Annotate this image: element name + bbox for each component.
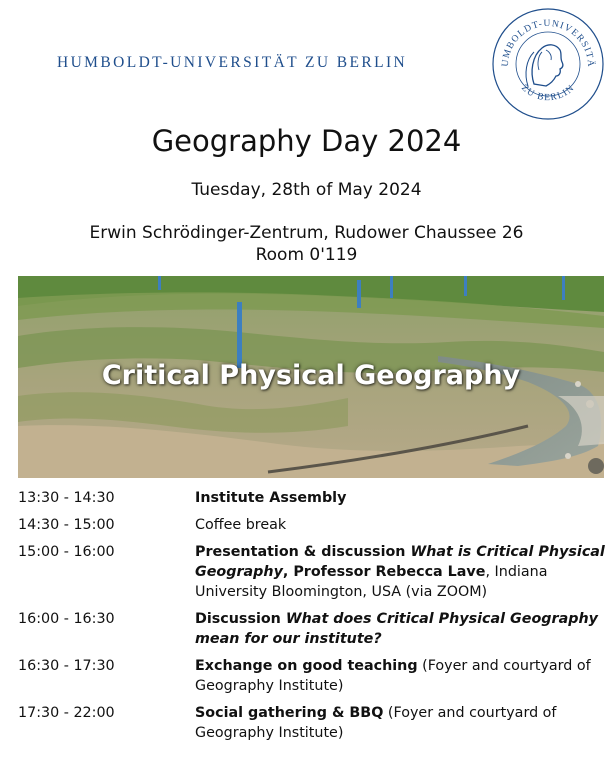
schedule-time: 14:30 - 15:00 — [18, 517, 115, 533]
schedule-text: (Foyer and courtyard of Geography Institute) — [195, 658, 591, 694]
schedule-time: 13:30 - 14:30 — [18, 490, 115, 506]
university-seal — [490, 6, 606, 122]
university-name: HUMBOLDT-UNIVERSITÄT ZU BERLIN — [57, 54, 408, 71]
schedule-row — [18, 542, 608, 602]
svg-text:HUMBOLDT-UNIVERSITÄT — [490, 6, 597, 68]
schedule-description — [195, 515, 608, 535]
schedule-time: 16:30 - 17:30 — [18, 658, 115, 674]
seal-logo-icon — [490, 6, 606, 122]
seal-text-bottom: ZU BERLIN — [519, 83, 577, 104]
schedule-text: Discussion — [195, 611, 286, 627]
event-title: Geography Day 2024 — [151, 124, 462, 158]
landscape-photo — [18, 276, 604, 478]
schedule-row — [18, 703, 608, 743]
schedule-row — [18, 609, 608, 649]
schedule-description — [195, 542, 608, 602]
schedule-text: (Foyer and courtyard of Geography Institute) — [195, 705, 557, 741]
schedule-description — [195, 703, 608, 743]
schedule-text: , Professor Rebecca Lave — [282, 564, 486, 580]
schedule-text: What does Critical Physical Geography mean for our institute? — [195, 611, 598, 647]
schedule-text: Social gathering & BBQ — [195, 705, 384, 721]
venue-room: Room 0'119 — [255, 245, 358, 265]
event-venue — [0, 222, 613, 266]
schedule-time: 15:00 - 16:00 — [18, 544, 115, 560]
schedule-time: 16:00 - 16:30 — [18, 611, 115, 627]
venue-address: Erwin Schrödinger-Zentrum, Rudower Chaussee 26 — [89, 223, 524, 243]
event-date: Tuesday, 28th of May 2024 — [191, 180, 422, 200]
schedule-time: 17:30 - 22:00 — [18, 705, 115, 721]
schedule-text: Exchange on good teaching — [195, 658, 418, 674]
schedule-text: Institute Assembly — [195, 490, 347, 506]
schedule-description — [195, 609, 608, 649]
schedule-description — [195, 488, 608, 508]
schedule-row — [18, 488, 608, 508]
schedule-description — [195, 656, 608, 696]
schedule-text: Coffee break — [195, 517, 287, 533]
schedule — [18, 488, 608, 750]
svg-text:ZU BERLIN — [519, 83, 577, 103]
photo-banner: Critical Physical Geography — [101, 360, 521, 391]
schedule-text: Presentation & discussion — [195, 544, 411, 560]
schedule-row — [18, 656, 608, 696]
schedule-text: What is Critical Physical Geography — [195, 544, 605, 580]
schedule-text: , Indiana University Bloomington, USA (via ZOOM) — [195, 564, 548, 600]
seal-text-top: UMBOLDT-UNIVERSITÄ — [500, 18, 596, 68]
schedule-row — [18, 515, 608, 535]
